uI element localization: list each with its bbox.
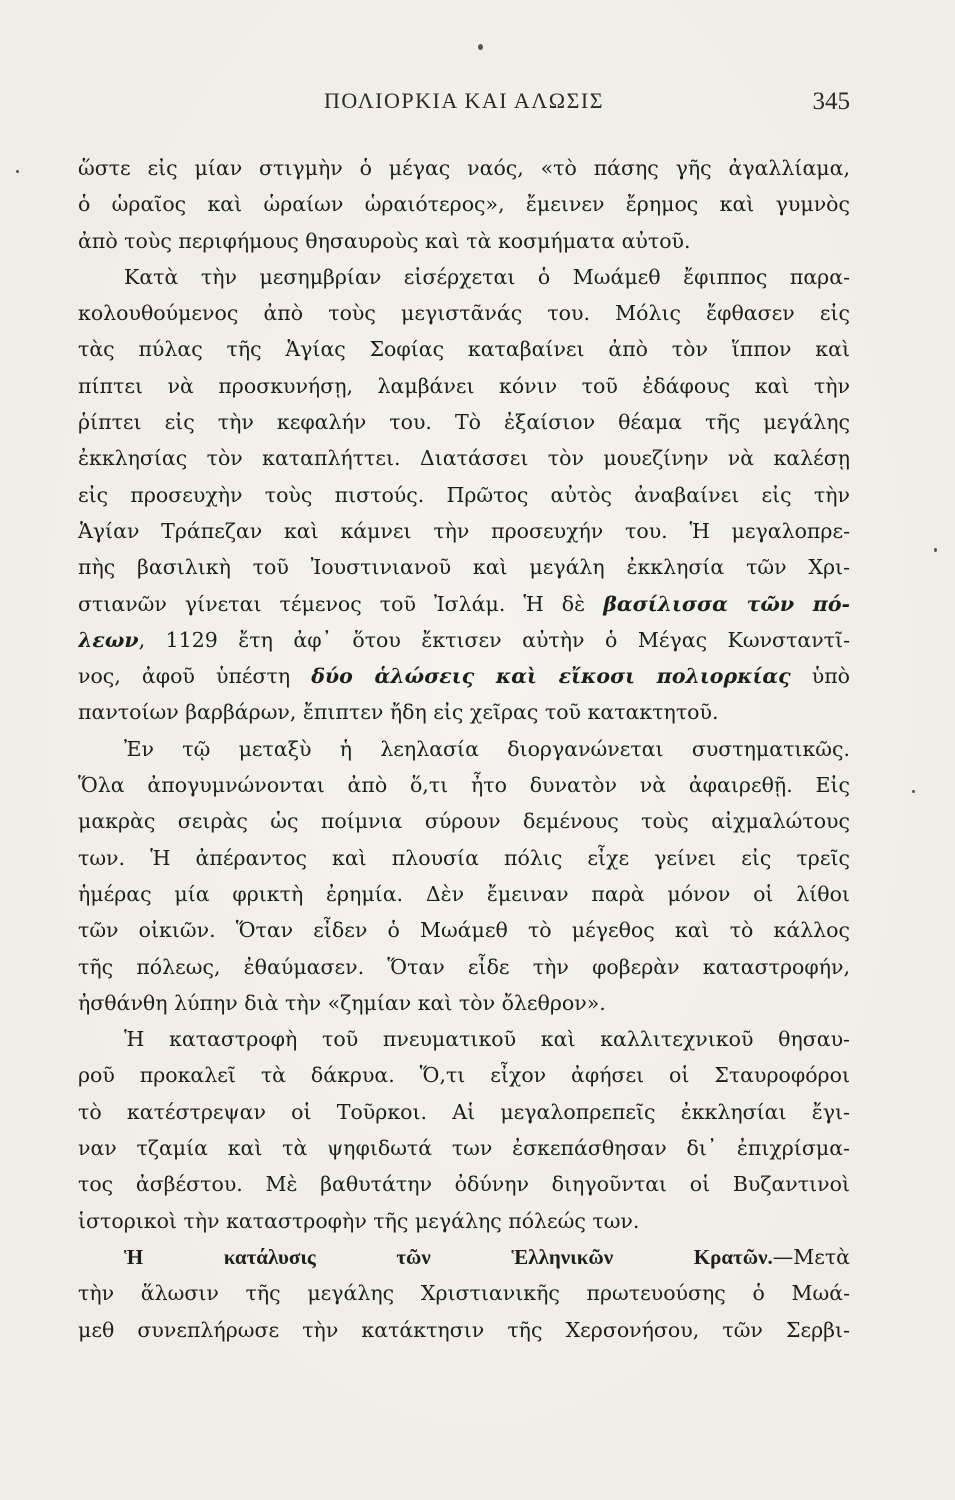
text-segment: Ἡ καταστροφὴ τοῦ πνευματικοῦ καὶ καλλιτεχνικοῦ θησαυ- bbox=[124, 1027, 850, 1052]
text-line bbox=[78, 1094, 850, 1130]
text-segment: ἡμέρας μία φρικτὴ ἐρημία. Δὲν ἔμειναν παρὰ μόνον οἱ λίθοι bbox=[78, 881, 850, 906]
text-line bbox=[78, 876, 850, 912]
text-line bbox=[78, 295, 850, 331]
text-line bbox=[78, 331, 850, 367]
text-segment: πίπτει νὰ προσκυνήσῃ, λαμβάνει κόνιν τοῦ ἐδάφους καὶ τὴν bbox=[78, 373, 850, 398]
text-segment: Κατὰ τὴν μεσημβρίαν εἰσέρχεται ὁ Μωάμεθ ἔφιππος παρα- bbox=[124, 264, 850, 289]
text-segment: μεθ συνεπλήρωσε τὴν κατάκτησιν τῆς Χερσονήσου, τῶν Σερβι- bbox=[78, 1317, 850, 1342]
text-segment: Ἁγίαν Τράπεζαν καὶ κάμνει τὴν προσευχήν του. Ἡ μεγαλοπρε- bbox=[78, 518, 850, 543]
emphasized-text: δύο ἁλώσεις καὶ εἴκοσι πολιορκίας bbox=[311, 664, 791, 689]
text-line bbox=[78, 912, 850, 948]
text-segment: των. Ἡ ἀπέραντος καὶ πλουσία πόλις εἶχε γείνει εἰς τρεῖς bbox=[78, 845, 850, 870]
print-speck bbox=[912, 790, 915, 793]
text-line bbox=[78, 150, 850, 186]
text-segment: ἐκκλησίας τὸν καταπλήττει. Διατάσσει τὸν μουεζίνην νὰ καλέσῃ bbox=[78, 446, 850, 471]
text-line bbox=[78, 767, 850, 803]
print-speck bbox=[16, 170, 19, 173]
emphasized-text: βασίλισσα τῶν πό- bbox=[603, 591, 850, 616]
page-header bbox=[78, 88, 850, 122]
text-segment: τος ἀσβέστου. Μὲ βαθυτάτην ὀδύνην διηγοῦνται οἱ Βυζαντινοὶ bbox=[78, 1172, 850, 1197]
text-segment: ἠσθάνθη λύπην διὰ τὴν «ζημίαν καὶ τὸν ὄλεθρον». bbox=[78, 990, 606, 1015]
text-segment: νος, ἀφοῦ ὑπέστη bbox=[78, 664, 312, 689]
text-line bbox=[78, 223, 850, 259]
text-segment: ὁ ὡραῖος καὶ ὡραίων ὡραιότερος», ἔμεινεν ἔρημος καὶ γυμνὸς bbox=[78, 192, 850, 217]
text-line bbox=[78, 477, 850, 513]
text-line bbox=[78, 259, 850, 295]
text-segment: ῥίπτει εἰς τὴν κεφαλήν του. Τὸ ἐξαίσιον θέαμα τῆς μεγάλης bbox=[78, 410, 850, 435]
text-line bbox=[78, 1203, 850, 1239]
page-number: 345 bbox=[812, 88, 850, 115]
text-line bbox=[78, 840, 850, 876]
text-line bbox=[78, 1312, 850, 1348]
text-line bbox=[78, 1021, 850, 1057]
text-segment: ὑπὸ bbox=[790, 664, 850, 689]
running-head: ΠΟΛΙΟΡΚΙΑ ΚΑΙ ΑΛΩΣΙΣ bbox=[323, 88, 605, 113]
text-segment: ροῦ προκαλεῖ τὰ δάκρυα. Ὅ,τι εἶχον ἀφήσει οἱ Σταυροφόροι bbox=[78, 1063, 850, 1088]
text-segment: , 1129 ἔτη ἀφ᾽ ὅτου ἔκτισεν αὐτὴν ὁ Μέγας Κωνσταντῖ- bbox=[138, 627, 850, 652]
text-segment: ἱστορικοὶ τὴν καταστροφὴν τῆς μεγάλης πόλεώς των. bbox=[78, 1208, 640, 1233]
text-line bbox=[78, 1239, 850, 1275]
text-segment: μακρὰς σειρὰς ὡς ποίμνια σύρουν δεμένους τοὺς αἰχμαλώτους bbox=[78, 809, 850, 834]
print-speck bbox=[478, 44, 483, 50]
text-segment: ναν τζαμία καὶ τὰ ψηφιδωτά των ἐσκεπάσθησαν δι᾽ ἐπιχρίσμα- bbox=[78, 1136, 850, 1161]
text-line bbox=[78, 731, 850, 767]
text-line bbox=[78, 622, 850, 658]
text-segment: Ὅλα ἀπογυμνώνονται ἀπὸ ὅ,τι ἦτο δυνατὸν νὰ ἀφαιρεθῇ. Εἰς bbox=[78, 773, 850, 798]
text-line bbox=[78, 586, 850, 622]
text-segment: τῶν οἰκιῶν. Ὅταν εἶδεν ὁ Μωάμεθ τὸ μέγεθος καὶ τὸ κάλλος bbox=[78, 918, 850, 943]
section-heading: Ἡ κατάλυσις τῶν Ἑλληνικῶν Κρατῶν. bbox=[124, 1244, 773, 1269]
text-segment: —Μετὰ bbox=[772, 1244, 850, 1269]
text-segment: τὴν ἅλωσιν τῆς μεγάλης Χριστιανικῆς πρωτευούσης ὁ Μωά- bbox=[78, 1281, 850, 1306]
text-line bbox=[78, 186, 850, 222]
text-line bbox=[78, 368, 850, 404]
text-line bbox=[78, 949, 850, 985]
text-segment: τὸ κατέστρεψαν οἱ Τοῦρκοι. Αἱ μεγαλοπρεπεῖς ἐκκλησίαι ἔγι- bbox=[78, 1099, 850, 1124]
text-segment: πὴς βασιλικὴ τοῦ Ἰουστινιανοῦ καὶ μεγάλη ἐκκλησία τῶν Χρι- bbox=[78, 555, 850, 580]
text-line bbox=[78, 1057, 850, 1093]
text-segment: τῆς πόλεως, ἐθαύμασεν. Ὅταν εἶδε τὴν φοβερὰν καταστροφήν, bbox=[78, 954, 850, 979]
text-segment: ὥστε εἰς μίαν στιγμὴν ὁ μέγας ναός, «τὸ πάσης γῆς ἀγαλλίαμα, bbox=[78, 156, 850, 180]
text-line bbox=[78, 440, 850, 476]
print-speck bbox=[934, 548, 937, 552]
text-segment: Ἐν τῷ μεταξὺ ἡ λεηλασία διοργανώνεται συστηματικῶς. bbox=[124, 736, 850, 761]
text-line bbox=[78, 1166, 850, 1202]
text-line bbox=[78, 1275, 850, 1311]
text-segment: παντοίων βαρβάρων, ἔπιπτεν ἤδη εἰς χεῖρας τοῦ κατακτητοῦ. bbox=[78, 700, 719, 725]
emphasized-text: λεων bbox=[78, 627, 139, 652]
text-segment: ἀπὸ τοὺς περιφήμους θησαυροὺς καὶ τὰ κοσμήματα αὐτοῦ. bbox=[78, 228, 691, 253]
text-line bbox=[78, 513, 850, 549]
text-line bbox=[78, 985, 850, 1021]
text-segment: εἰς προσευχὴν τοὺς πιστούς. Πρῶτος αὐτὸς ἀναβαίνει εἰς τὴν bbox=[78, 482, 850, 507]
text-line bbox=[78, 1130, 850, 1166]
text-line bbox=[78, 694, 850, 730]
text-segment: τὰς πύλας τῆς Ἁγίας Σοφίας καταβαίνει ἀπὸ τὸν ἵππον καὶ bbox=[78, 337, 850, 362]
text-line bbox=[78, 803, 850, 839]
text-line bbox=[78, 404, 850, 440]
text-line bbox=[78, 658, 850, 694]
text-segment: κολουθούμενος ἀπὸ τοὺς μεγιστᾶνάς του. Μόλις ἔφθασεν εἰς bbox=[78, 301, 850, 326]
text-segment: στιανῶν γίνεται τέμενος τοῦ Ἰσλάμ. Ἡ δὲ bbox=[78, 591, 604, 616]
text-line bbox=[78, 549, 850, 585]
body-text bbox=[78, 150, 850, 1348]
